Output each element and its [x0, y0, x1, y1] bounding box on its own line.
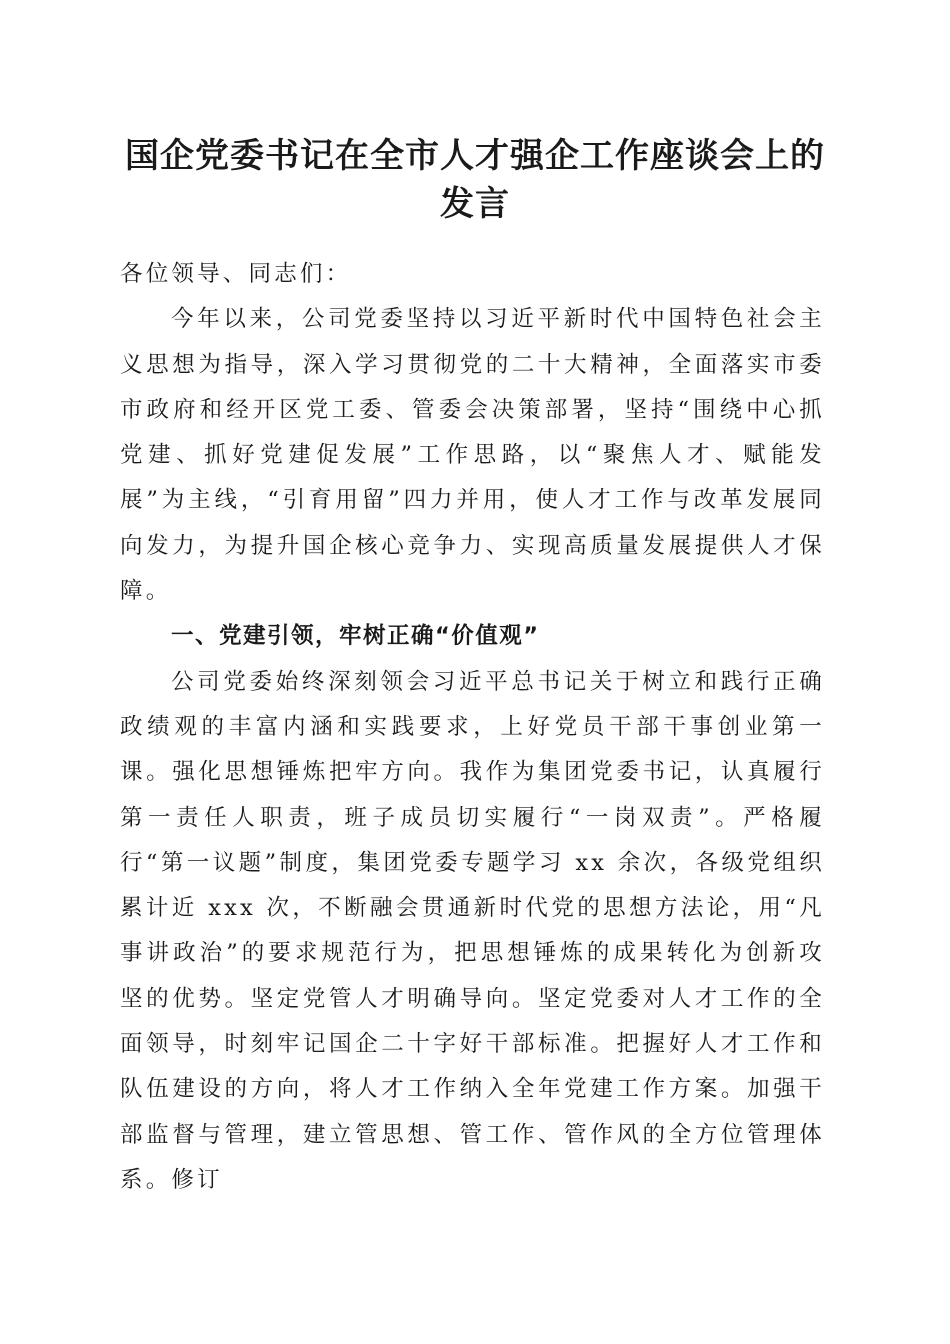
- section-1-heading: 一、党建引领，牢树正确“价值观”: [171, 623, 540, 650]
- intro-paragraph: 今年以来，公司党委坚持以习近平新时代中国特色社会主义思想为指导，深入学习贯彻党的二十大精神，全面落实市委市政府和经开区党工委、管委会决策部署，坚持“围绕中心抓党建、抓好党建促发展”工作思路，以“聚焦人才、赋能发展”为主线，“引育用留”四力并用，使人才工作与改革发展同向发力，为提升国企核心竞争力、实现高质量发展提供人才保障。: [120, 306, 825, 605]
- section-1-paragraph: 公司党委始终深刻领会习近平总书记关于树立和践行正确政绩观的丰富内涵和实践要求，上好党员干部干事创业第一课。强化思想锤炼把牢方向。我作为集团党委书记，认真履行第一责任人职责，班子成员切实履行“一岗双责”。严格履行“第一议题”制度，集团党委专题学习 xx 余次，各级党组织累计近 xxx 次，不断融会贯通新时代党的思想方法论，用“凡事讲政治”的要求规范行为，把思想锤炼的成果转化为创新攻坚的优势。坚定党管人才明确导向。坚定党委对人才工作的全面领导，时刻牢记国企二十字好干部标准。把握好人才工作和队伍建设的方向，将人才工作纳入全年党建工作方案。加强干部监督与管理，建立管思想、管工作、管作风的全方位管理体系。修订: [120, 668, 825, 1193]
- salutation: 各位领导、同志们：: [120, 261, 352, 287]
- document-body: [120, 252, 825, 1203]
- title-line-1: 国企党委书记在全市人才强企工作座谈会上的: [125, 136, 825, 176]
- document-title: [100, 132, 850, 228]
- title-line-2: 发言: [440, 184, 510, 224]
